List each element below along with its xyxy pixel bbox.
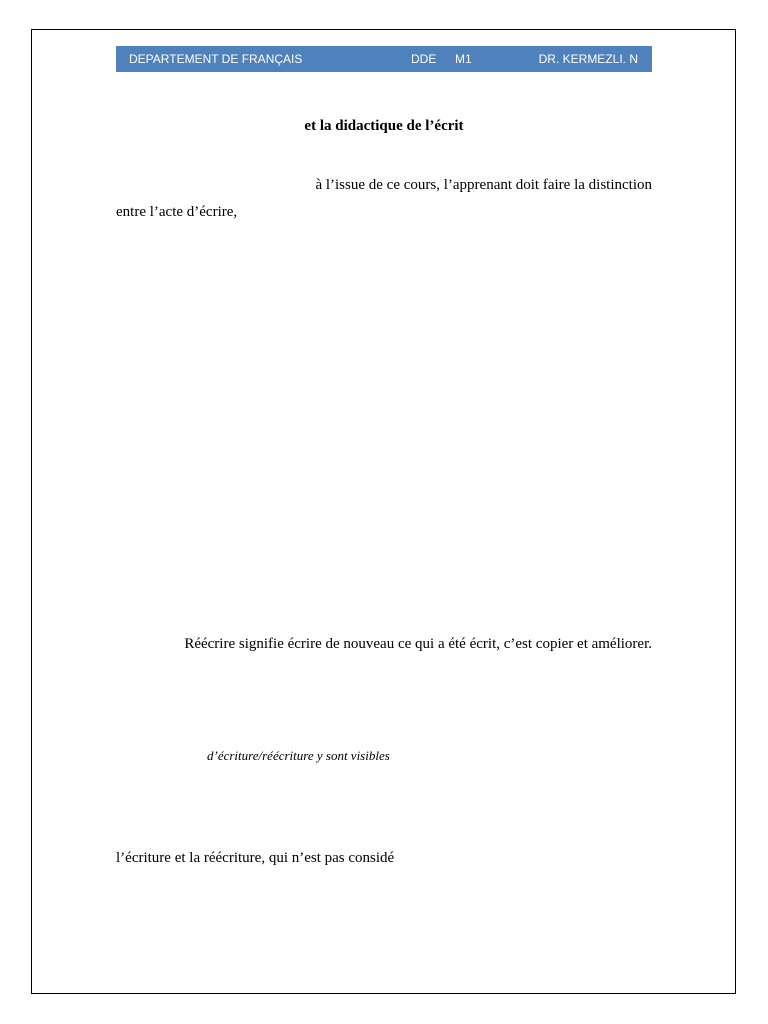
document-title: et la didactique de l’écrit bbox=[304, 118, 464, 134]
header-level: M1 bbox=[455, 52, 472, 66]
page-header bbox=[116, 46, 652, 72]
header-department: DEPARTEMENT DE FRANÇAIS bbox=[129, 52, 303, 66]
rewrite-definition-paragraph: Réécrire signifie écrire de nouveau ce qui a été écrit, c’est copier et améliorer. bbox=[184, 636, 652, 652]
header-dde: DDE bbox=[411, 52, 437, 66]
intro-line-1: à l’issue de ce cours, l’apprenant doit faire la distinction bbox=[315, 177, 652, 193]
italic-fragment: d’écriture/réécriture y sont visibles bbox=[207, 748, 390, 763]
intro-paragraph bbox=[116, 172, 652, 226]
last-fragment: l’écriture et la réécriture, qui n’est pas considé bbox=[116, 850, 395, 866]
intro-line-2: entre l’acte d’écrire, bbox=[116, 204, 238, 220]
header-author: DR. KERMEZLI. N bbox=[538, 52, 638, 66]
